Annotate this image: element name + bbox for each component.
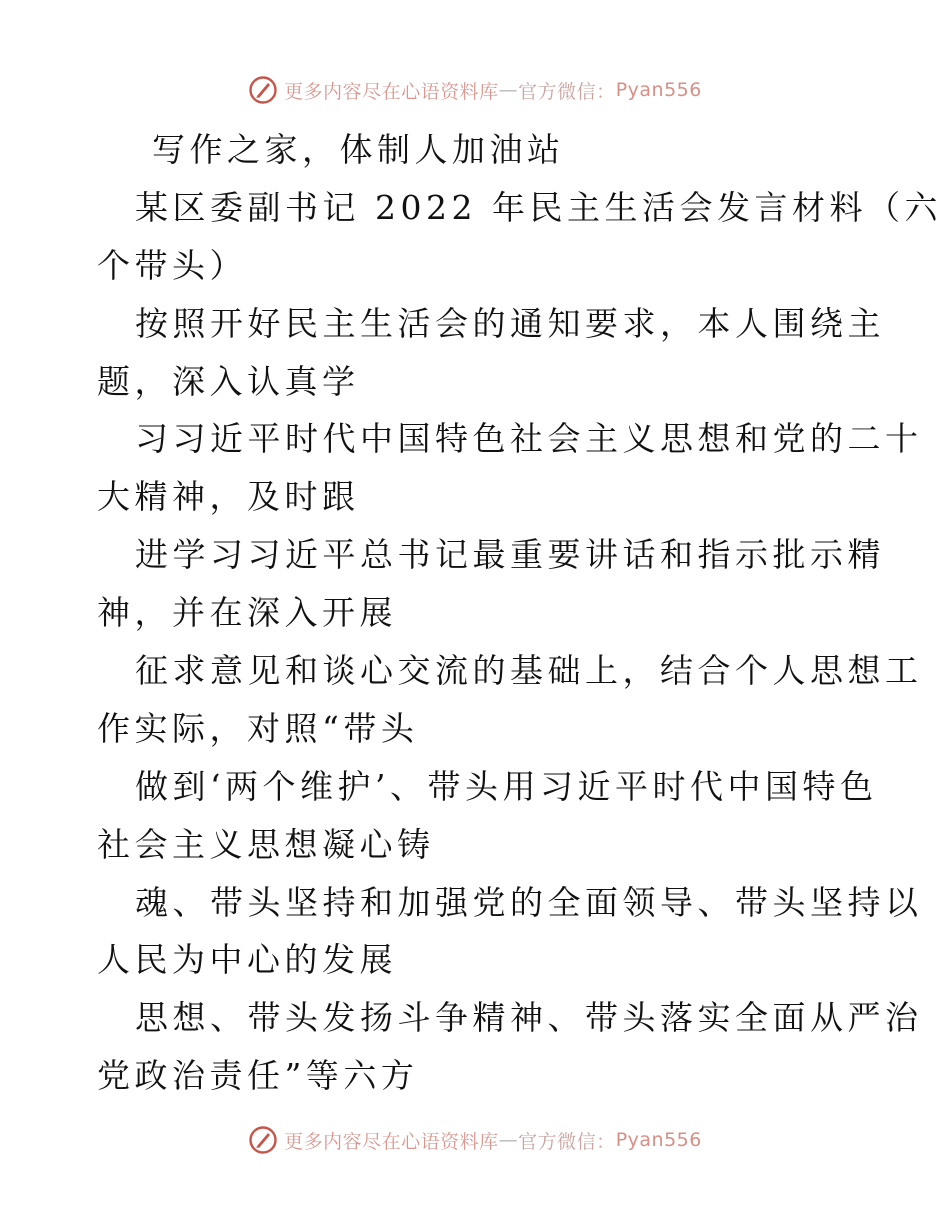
footer-watermark [0,1123,950,1157]
paragraph-line: 征求意见和谈心交流的基础上，结合个人思想工 [135,651,923,691]
paragraph-line: 社会主义思想凝心铸 [97,824,435,864]
paragraph-line: 做到‘两个维护’、带头用习近平时代中国特色 [135,766,878,806]
paragraph-line: 题，深入认真学 [97,361,360,401]
paragraph-line: 党政治责任”等六方 [97,1056,419,1096]
paragraph-line: 人民为中心的发展 [97,940,397,980]
watermark-wechat-id: Pyan556 [615,1129,702,1151]
watermark-separator: — [498,79,519,101]
watermark-wechat-id: Pyan556 [615,79,702,101]
paragraph-line: 作实际，对照“带头 [97,708,419,748]
paragraph-line: 按照开好民主生活会的通知要求，本人围绕主 [135,303,885,343]
document-body [97,121,942,1105]
paragraph-line: 进学习习近平总书记最重要讲话和指示批示精 [135,535,885,575]
quill-seal-icon [248,1125,278,1155]
watermark-main-text: 更多内容尽在心语资料库 [284,80,499,103]
paragraph-line: 思想、带头发扬斗争精神、带头落实全面从严治 [135,998,923,1038]
paragraph-line: 大精神，及时跟 [97,477,360,517]
watermark-separator: — [498,1129,519,1151]
paragraph-line: 神，并在深入开展 [97,593,397,633]
document-heading: 写作之家，体制人加油站 [152,130,565,169]
header-watermark [0,73,950,107]
watermark-wechat-label: 官方微信： [518,1130,616,1153]
document-title-line: 某区委副书记 2022 年民主生活会发言材料（六 [135,187,942,227]
watermark-main-text: 更多内容尽在心语资料库 [284,1130,499,1153]
paragraph-line: 魂、带头坚持和加强党的全面领导、带头坚持以 [135,882,923,922]
document-title-line: 个带头） [97,245,247,285]
paragraph-line: 习习近平时代中国特色社会主义思想和党的二十 [135,419,923,459]
watermark-wechat-label: 官方微信： [518,80,616,103]
quill-seal-icon [248,75,278,105]
